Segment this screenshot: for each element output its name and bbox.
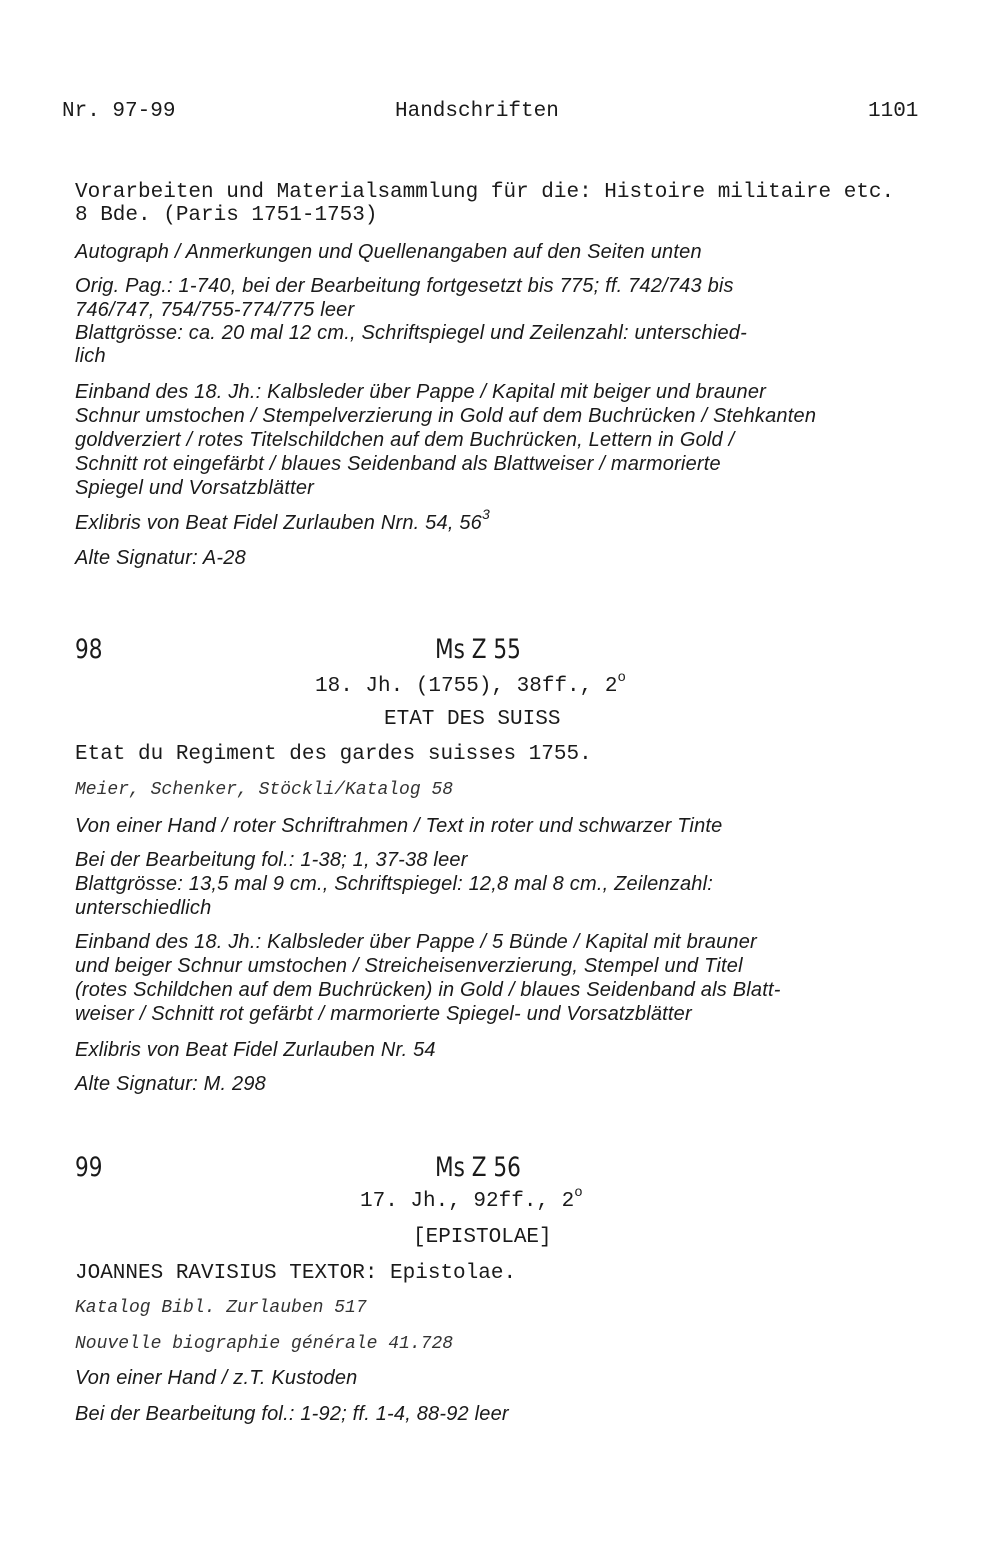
format-sup: o [617, 670, 626, 686]
entry-title: 8 Bde. (Paris 1751-1753) [75, 204, 378, 227]
reference: Meier, Schenker, Stöckli/Katalog 58 [75, 780, 454, 800]
short-title: [EPISTOLAE] [413, 1226, 552, 1249]
pagination: unterschiedlich [75, 897, 212, 919]
old-signature: Alte Signatur: M. 298 [75, 1073, 266, 1095]
entry-title: Vorarbeiten und Materialsammlung für die: Histoire militaire etc. [75, 181, 895, 204]
entry-number: 98 [75, 634, 103, 665]
binding: und beiger Schnur umstochen / Streicheisenverzierung, Stempel und Titel [75, 955, 743, 977]
exlibris: Exlibris von Beat Fidel Zurlauben Nr. 54 [75, 1039, 436, 1061]
binding: Einband des 18. Jh.: Kalbsleder über Pappe / Kapital mit beiger und brauner [75, 381, 766, 403]
format-sup: o [574, 1185, 583, 1201]
pagination: 746/747, 754/755-774/775 leer [75, 299, 355, 321]
old-signature: Alte Signatur: A-28 [75, 547, 246, 569]
binding: weiser / Schnitt rot gefärbt / marmorierte Spiegel- und Vorsatzblätter [75, 1003, 692, 1025]
binding: Einband des 18. Jh.: Kalbsleder über Pappe / 5 Bünde / Kapital mit brauner [75, 931, 757, 953]
short-title: ETAT DES SUISS [384, 708, 561, 731]
autograph-note: Autograph / Anmerkungen und Quellenangaben auf den Seiten unten [75, 241, 702, 263]
hand-note: Von einer Hand / roter Schriftrahmen / Text in roter und schwarzer Tinte [75, 815, 723, 837]
binding: (rotes Schildchen auf dem Buchrücken) in Gold / blaues Seidenband als Blatt- [75, 979, 781, 1001]
pagination: Bei der Bearbeitung fol.: 1-38; 1, 37-38 leer [75, 849, 468, 871]
date-line [315, 670, 626, 700]
header-title: Handschriften [395, 100, 559, 123]
hand-note: Von einer Hand / z.T. Kustoden [75, 1367, 358, 1389]
date-text: 17. Jh., 92ff., 2 [360, 1190, 575, 1213]
shelfmark: Ms Z 56 [435, 1152, 521, 1183]
binding: Schnitt rot eingefärbt / blaues Seidenband als Blattweiser / marmorierte [75, 453, 721, 475]
exlibris-text: Exlibris von Beat Fidel Zurlauben Nrn. 54, 56 [75, 512, 482, 534]
pagination: Bei der Bearbeitung fol.: 1-92; ff. 1-4, 88-92 leer [75, 1403, 509, 1425]
shelfmark: Ms Z 55 [435, 634, 521, 665]
pagination: lich [75, 345, 106, 367]
date-line [360, 1185, 583, 1215]
footnote-ref: 3 [481, 506, 490, 522]
date-text: 18. Jh. (1755), 38ff., 2 [315, 675, 618, 698]
page-number: 1101 [868, 100, 919, 123]
binding: Spiegel und Vorsatzblätter [75, 477, 315, 499]
binding: goldverziert / rotes Titelschildchen auf dem Buchrücken, Lettern in Gold / [75, 429, 735, 451]
exlibris [75, 506, 490, 536]
entry-title: JOANNES RAVISIUS TEXTOR: Epistolae. [75, 1262, 517, 1285]
header-range: Nr. 97-99 [62, 100, 176, 123]
entry-title: Etat du Regiment des gardes suisses 1755. [75, 743, 592, 766]
entry-number: 99 [75, 1152, 103, 1183]
reference: Katalog Bibl. Zurlauben 517 [75, 1298, 367, 1318]
pagination: Blattgrösse: ca. 20 mal 12 cm., Schriftspiegel und Zeilenzahl: unterschied- [75, 322, 747, 344]
pagination: Orig. Pag.: 1-740, bei der Bearbeitung fortgesetzt bis 775; ff. 742/743 bis [75, 275, 734, 297]
reference: Nouvelle biographie générale 41.728 [75, 1334, 454, 1354]
pagination: Blattgrösse: 13,5 mal 9 cm., Schriftspiegel: 12,8 mal 8 cm., Zeilenzahl: [75, 873, 714, 895]
binding: Schnur umstochen / Stempelverzierung in Gold auf dem Buchrücken / Stehkanten [75, 405, 817, 427]
